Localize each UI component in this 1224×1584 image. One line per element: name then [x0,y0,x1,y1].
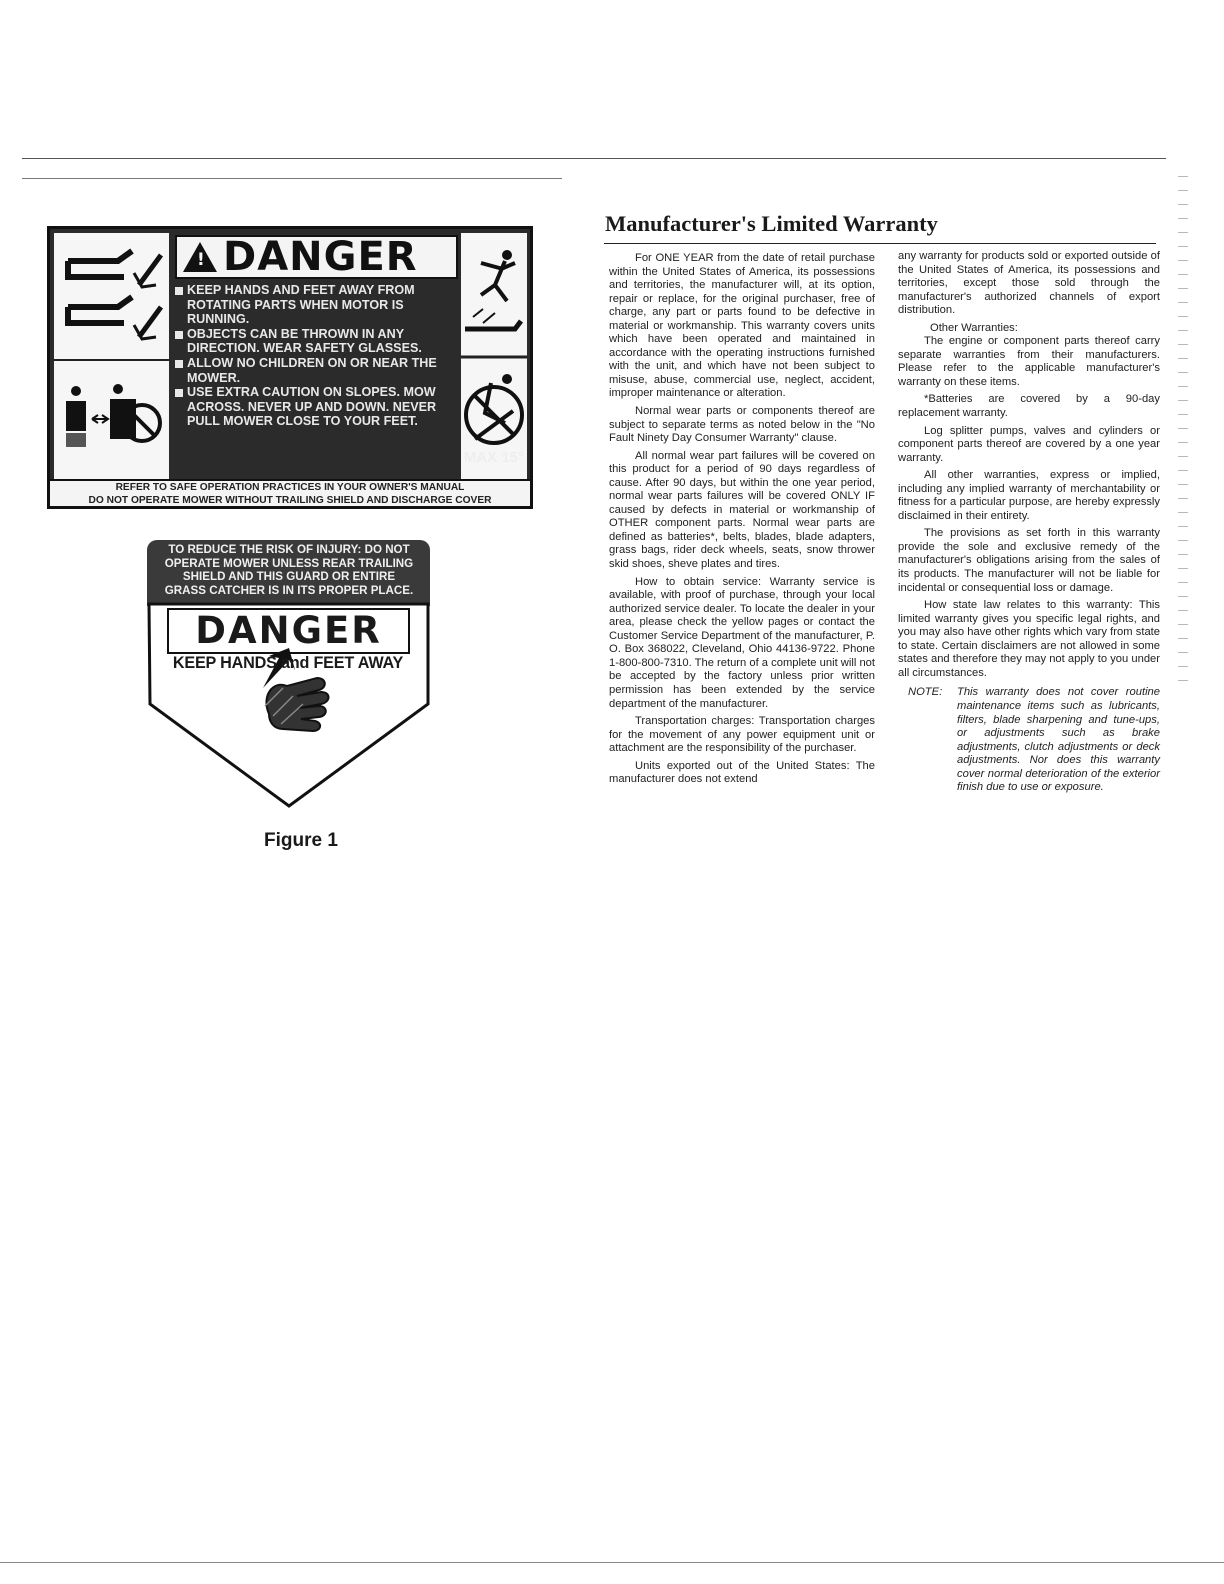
note-label: NOTE: [908,686,943,699]
warranty-paragraph: How to obtain service: Warranty service is available, with proof of purchase, through your local authorized service dealer. To locate the dealer in your area, please check the yellow pages or contact the Customer Service Department of the manufacturer, P. O. Box 368022, Cleveland, Ohio 44136-9722. Phone 1-800-800-7310. The return of a complete unit will not be accepted by the factory unless prior written permission has been extended by the service department of the manufacturer. [609,575,875,710]
decal-warning-panel [175,235,458,481]
warranty-paragraph: For ONE YEAR from the date of retail purchase within the United States of America, its possessions and territories, the manufacturer will, at its option, repair or replace, for the original purchaser, free of charge, any part or parts found to be defective in material or workmanship. This warranty covers units which have been operated and maintained in accordance with the operating instructions furnished with the unit, and which have not been subject to misuse, abuse, commercial use, neglect, accident, improper maintenance or alteration. [609,252,875,400]
decal-bullet: KEEP HANDS AND FEET AWAY FROM ROTATING PARTS WHEN MOTOR IS RUNNING. [175,283,458,327]
decal-footer-line: REFER TO SAFE OPERATION PRACTICES IN YOUR OWNER'S MANUAL [115,482,465,493]
warranty-note [898,686,1160,794]
warranty-paragraph: The provisions as set forth in this warranty provide the sole and exclusive remedy of the manufacturer's obligations arising from the sales of its products. The manufacturer will not be liable for incidental or consequential loss or damage. [898,527,1160,594]
section-heading: Other Warranties: [930,321,1018,334]
shield-pictogram [54,233,169,361]
warranty-paragraph: All other warranties, express or implied, including any implied warranty of merchantability or fitness for a particular purpose, are hereby expressly disclaimed in their entirety. [898,469,1160,522]
decal-bullet: OBJECTS CAN BE THROWN IN ANY DIRECTION. WEAR SAFETY GLASSES. [175,327,458,356]
bottom-rule [0,1562,1224,1563]
warranty-paragraph: All normal wear part failures will be covered on this product for a period of 90 days regardless of cause. After 90 days, but within the one year period, normal wear parts failures will be covered ONLY IF caused by defects in material or workmanship of OTHER component parts. Normal wear parts are defined as batteries*, belts, blades, blade adapters, grass bags, rider deck wheels, seats, snow thrower skid shoes, sheve plates and tires. [609,449,875,571]
decal-bullet: USE EXTRA CAUTION ON SLOPES. MOW ACROSS. NEVER UP AND DOWN. NEVER PULL MOWER CLOSE TO YOUR FEET. [175,385,458,429]
warranty-paragraph: *Batteries are covered by a 90-day replacement warranty. [898,393,1160,420]
note-text: This warranty does not cover routine maintenance items such as lubricants, filters, blade sharpening and tune-ups, or adjustments such as brake adjustments, clutch adjustments or deck adjustments. Nor does this warranty cover normal deterioration of the exterior finish due to use or exposure. [957,686,1160,794]
decal-footer [50,479,530,506]
warranty-paragraph: Units exported out of the United States: The manufacturer does not extend [609,759,875,786]
title-rule [604,243,1156,244]
warranty-paragraph: any warranty for products sold or exported outside of the United States of America, its possessions and territories, except those sold through the manufacturer's authorized channels of export distribution. [898,250,1160,317]
decal-bullet-list [175,283,458,429]
top-rule [22,158,1166,159]
warranty-column-2 [898,250,1160,799]
warranty-title: Manufacturer's Limited Warranty [605,211,938,236]
children-pictogram [54,361,169,479]
warranty-paragraph: Log splitter pumps, valves and cylinders or component parts thereof are covered by a one year warranty. [898,424,1160,464]
warranty-paragraph: How state law relates to this warranty: This limited warranty gives you specific legal rights, and you may also have other rights which vary from state to state. Certain disclaimers are not allowed in some states and therefore they may not apply to you under all circumstances. [898,599,1160,679]
decal-instruction-text: TO REDUCE THE RISK OF INJURY: DO NOT OPERATE MOWER UNLESS REAR TRAILING SHIELD AND THIS GUARD OR ENTIRE GRASS CATCHER IS IN ITS PROPER PLACE. [164,543,414,597]
max-slope-label: MAX 15° [463,449,524,466]
decal-footer-line: DO NOT OPERATE MOWER WITHOUT TRAILING SHIELD AND DISCHARGE COVER [88,494,492,506]
danger-decal-hands-feet [145,538,432,810]
decal-pictograms-right [461,233,527,479]
decal-subtitle: KEEP HANDS and FEET AWAY [172,654,404,672]
danger-heading: DANGER [195,609,382,652]
warranty-paragraph: Normal wear parts or components thereof are subject to separate terms as noted below in the "No Fault Ninety Day Consumer Warranty" clause. [609,405,875,445]
decal-title [175,235,458,279]
decal-bullet: ALLOW NO CHILDREN ON OR NEAR THE MOWER. [175,356,458,385]
warranty-paragraph: The engine or component parts thereof carry separate warranties from their manufacturers. Please refer to the applicable manufacturer's warranty on these items. [898,335,1160,388]
danger-decal-rotating-parts [47,226,533,509]
danger-heading: DANGER [223,234,418,280]
figure-caption: Figure 1 [264,830,338,851]
decal-title-box [167,608,410,654]
decal-pictograms-left [54,233,169,479]
warning-triangle-icon [183,242,217,272]
top-rule-left [22,178,562,179]
hand-icon [265,678,329,731]
warranty-paragraph: Transportation charges: Transportation charges for the movement of any power equipment unit or attachment are the responsibility of the purchaser. [609,715,875,755]
warranty-column-1 [609,252,875,791]
right-edge-scan-marks [1178,170,1188,690]
